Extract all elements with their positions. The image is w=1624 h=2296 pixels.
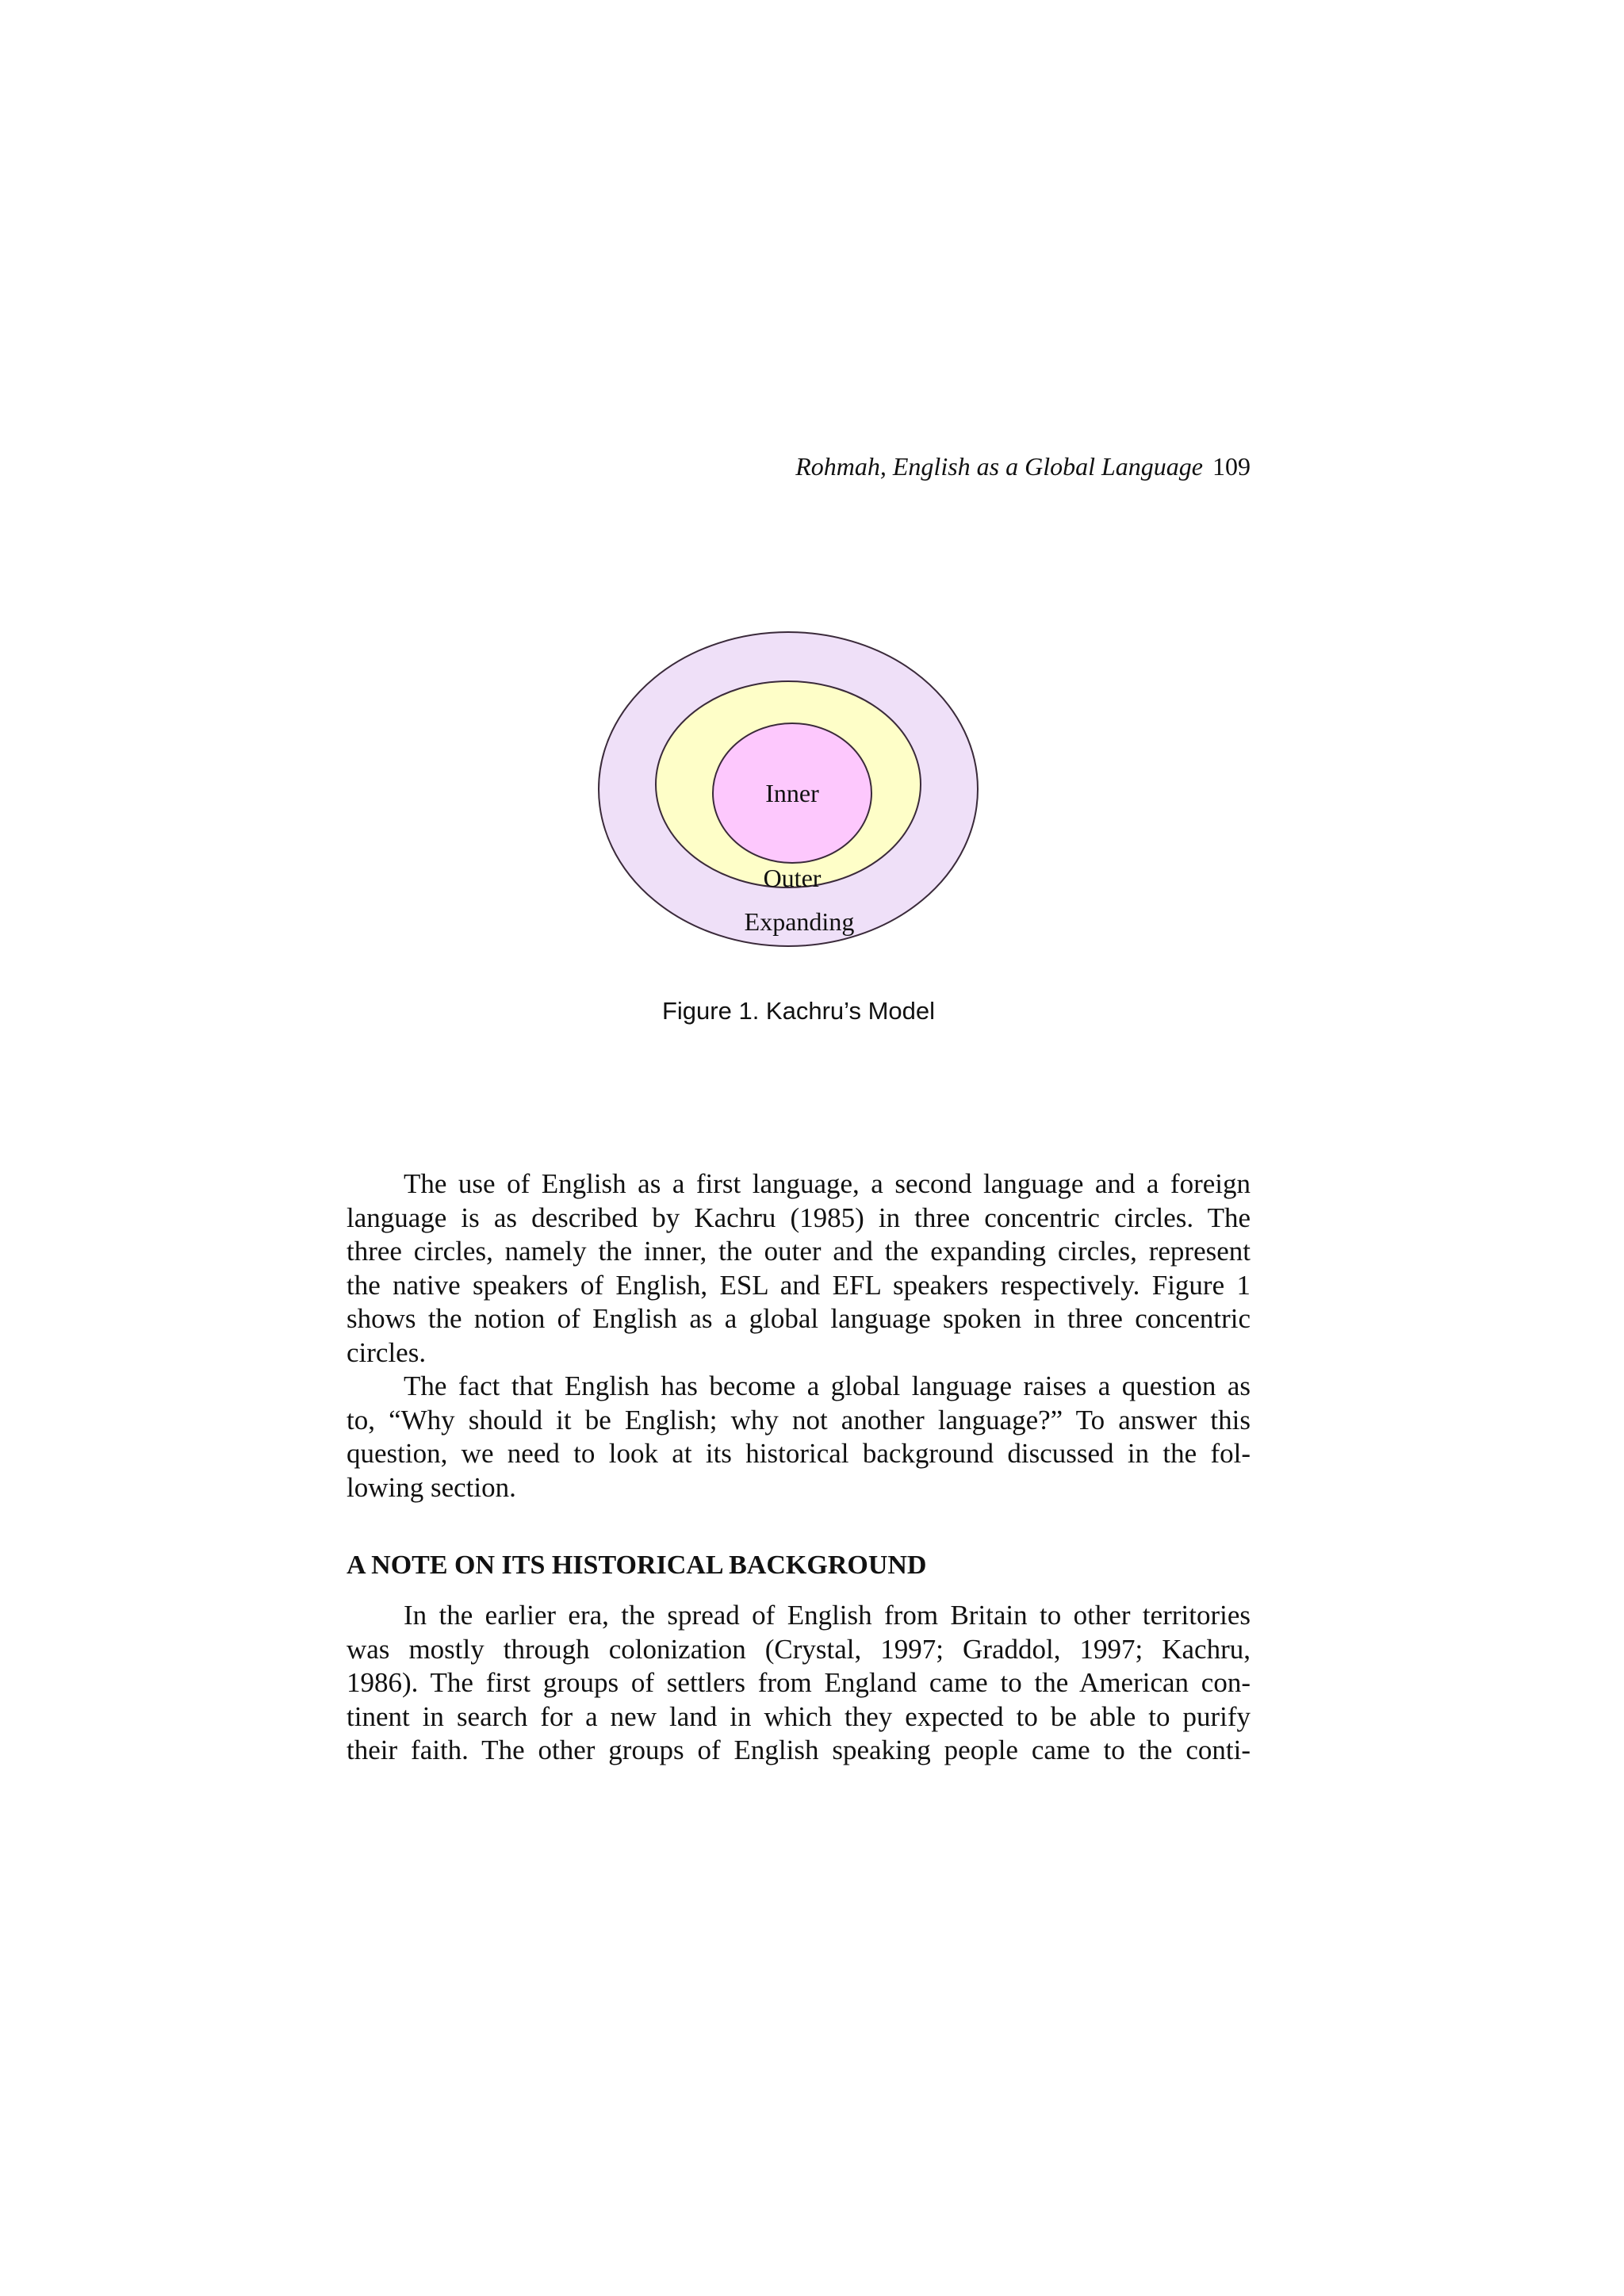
- expanding-label: Expanding: [744, 907, 855, 936]
- running-head-title: Rohmah, English as a Global Language: [795, 452, 1203, 481]
- section-heading: A NOTE ON ITS HISTORICAL BACKGROUND: [347, 1550, 927, 1580]
- outer-label: Outer: [763, 864, 822, 892]
- paragraph-3: [347, 1599, 1251, 1768]
- figure-caption: Figure 1. Kachru’s Model: [661, 997, 936, 1025]
- paragraph-line: tinent in search for a new land in which they expected to be able to purify: [347, 1700, 1251, 1732]
- kachru-model-figure: [0, 0, 1624, 1031]
- paragraph-line: the native speakers of English, ESL and EFL speakers respectively. Figure 1: [347, 1269, 1251, 1301]
- paragraph-line: The fact that English has become a global language raises a question as: [404, 1370, 1251, 1401]
- paragraph-line: shows the notion of English as a global language spoken in three concentric: [347, 1303, 1251, 1334]
- paragraph-line: lowing section.: [347, 1471, 516, 1503]
- paragraph-line: three circles, namely the inner, the outer and the expanding circles, represent: [347, 1236, 1251, 1267]
- paragraph-line: 1986). The first groups of settlers from England came to the American con-: [347, 1667, 1251, 1698]
- page-number: 109: [1212, 452, 1251, 481]
- paragraph-line: circles.: [347, 1336, 427, 1368]
- paragraph-line: In the earlier era, the spread of English from Britain to other territories: [404, 1600, 1251, 1631]
- paragraph-line: their faith. The other groups of English speaking people came to the conti-: [347, 1734, 1251, 1765]
- paragraph-line: to, “Why should it be English; why not another language?” To answer this: [347, 1404, 1251, 1435]
- paragraph-2: [347, 1370, 1251, 1504]
- inner-label: Inner: [765, 779, 819, 807]
- paragraph-line: language is as described by Kachru (1985) in three concentric circles. The: [347, 1202, 1251, 1233]
- paragraph-line: question, we need to look at its historical background discussed in the fol-: [347, 1438, 1251, 1469]
- paragraph-line: The use of English as a first language, a second language and a foreign: [404, 1168, 1251, 1199]
- paragraph-1: [347, 1167, 1251, 1370]
- paragraph-line: was mostly through colonization (Crystal, 1997; Graddol, 1997; Kachru,: [347, 1633, 1251, 1665]
